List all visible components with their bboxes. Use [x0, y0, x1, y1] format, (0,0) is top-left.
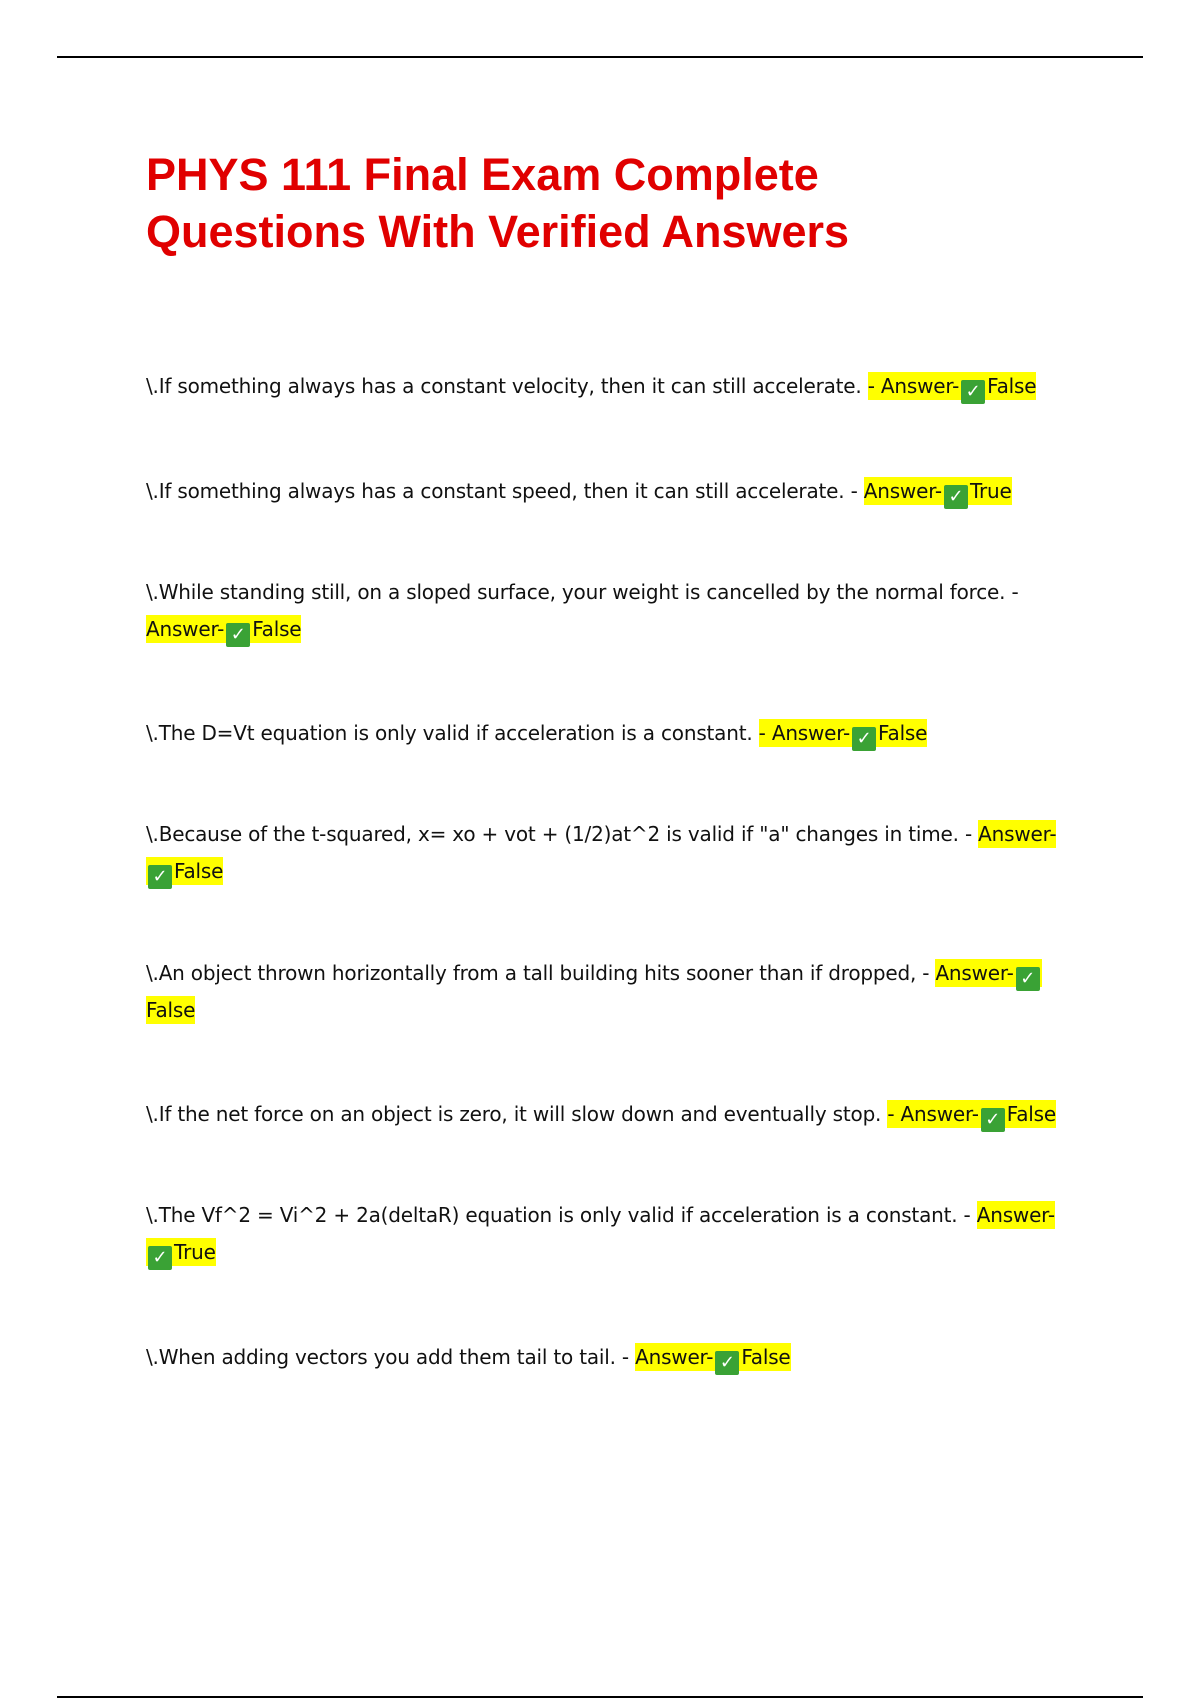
answer-highlight	[146, 615, 301, 643]
check-mark-icon: ✓	[148, 865, 172, 889]
question-text: \.When adding vectors you add them tail to tail. -	[146, 1345, 636, 1369]
qa-item-5	[146, 816, 1076, 890]
answer-value: False	[987, 374, 1037, 398]
answer-prefix: - Answer-	[758, 721, 851, 745]
question-text: \.An object thrown horizontally from a tall building hits sooner than if dropped, -	[146, 961, 936, 985]
qa-item-6	[146, 955, 1076, 1029]
answer-prefix: Answer-	[635, 1345, 714, 1369]
answer-highlight	[868, 372, 1037, 400]
top-rule	[57, 56, 1143, 58]
check-mark-icon: ✓	[944, 485, 968, 509]
check-mark-icon: ✓	[148, 1246, 172, 1270]
question-text: \.The D=Vt equation is only valid if acceleration is a constant.	[146, 721, 759, 745]
question-text: \.If the net force on an object is zero, it will slow down and eventually stop.	[146, 1102, 888, 1126]
qa-item-7	[146, 1096, 1076, 1133]
question-text: \.Because of the t-squared, x= xo + vot + (1/2)at^2 is valid if "a" changes in time. -	[146, 822, 979, 846]
document-title	[146, 146, 1046, 260]
answer-prefix: Answer-	[146, 617, 225, 641]
check-mark-icon: ✓	[226, 623, 250, 647]
answer-value: False	[1006, 1102, 1056, 1126]
answer-value: False	[174, 859, 224, 883]
title-line-1: PHYS 111 Final Exam Complete	[146, 149, 819, 200]
check-mark-icon: ✓	[961, 380, 985, 404]
question-text: \.The Vf^2 = Vi^2 + 2a(deltaR) equation is only valid if acceleration is a constant. -	[146, 1203, 977, 1227]
check-mark-icon: ✓	[852, 727, 876, 751]
answer-highlight	[759, 719, 928, 747]
answer-prefix: Answer-	[976, 1203, 1055, 1227]
answer-prefix: - Answer-	[867, 374, 960, 398]
answer-highlight	[887, 1100, 1056, 1128]
answer-value: False	[252, 617, 302, 641]
qa-item-8	[146, 1197, 1076, 1271]
answer-prefix: Answer-	[935, 961, 1014, 985]
check-mark-icon: ✓	[981, 1108, 1005, 1132]
question-text: \.While standing still, on a sloped surface, your weight is cancelled by the normal force. -	[146, 580, 1019, 604]
answer-highlight	[864, 477, 1012, 505]
qa-item-1	[146, 368, 1076, 405]
answer-value: True	[174, 1240, 216, 1264]
answer-value: False	[146, 998, 196, 1022]
bottom-rule	[57, 1696, 1143, 1698]
check-mark-icon: ✓	[715, 1351, 739, 1375]
answer-highlight	[635, 1343, 790, 1371]
title-line-2: Questions With Verified Answers	[146, 206, 850, 257]
check-mark-icon: ✓	[1016, 967, 1040, 991]
qa-item-9	[146, 1339, 1076, 1376]
answer-prefix: Answer-	[863, 479, 942, 503]
qa-item-4	[146, 715, 1076, 752]
qa-item-2	[146, 473, 1076, 510]
answer-prefix: Answer-	[978, 822, 1057, 846]
qa-item-3	[146, 574, 1076, 648]
answer-value: False	[878, 721, 928, 745]
question-text: \.If something always has a constant velocity, then it can still accelerate.	[146, 374, 868, 398]
answer-value: False	[741, 1345, 791, 1369]
answer-value: True	[969, 479, 1012, 503]
question-text: \.If something always has a constant speed, then it can still accelerate. -	[146, 479, 864, 503]
answer-prefix: - Answer-	[887, 1102, 979, 1126]
